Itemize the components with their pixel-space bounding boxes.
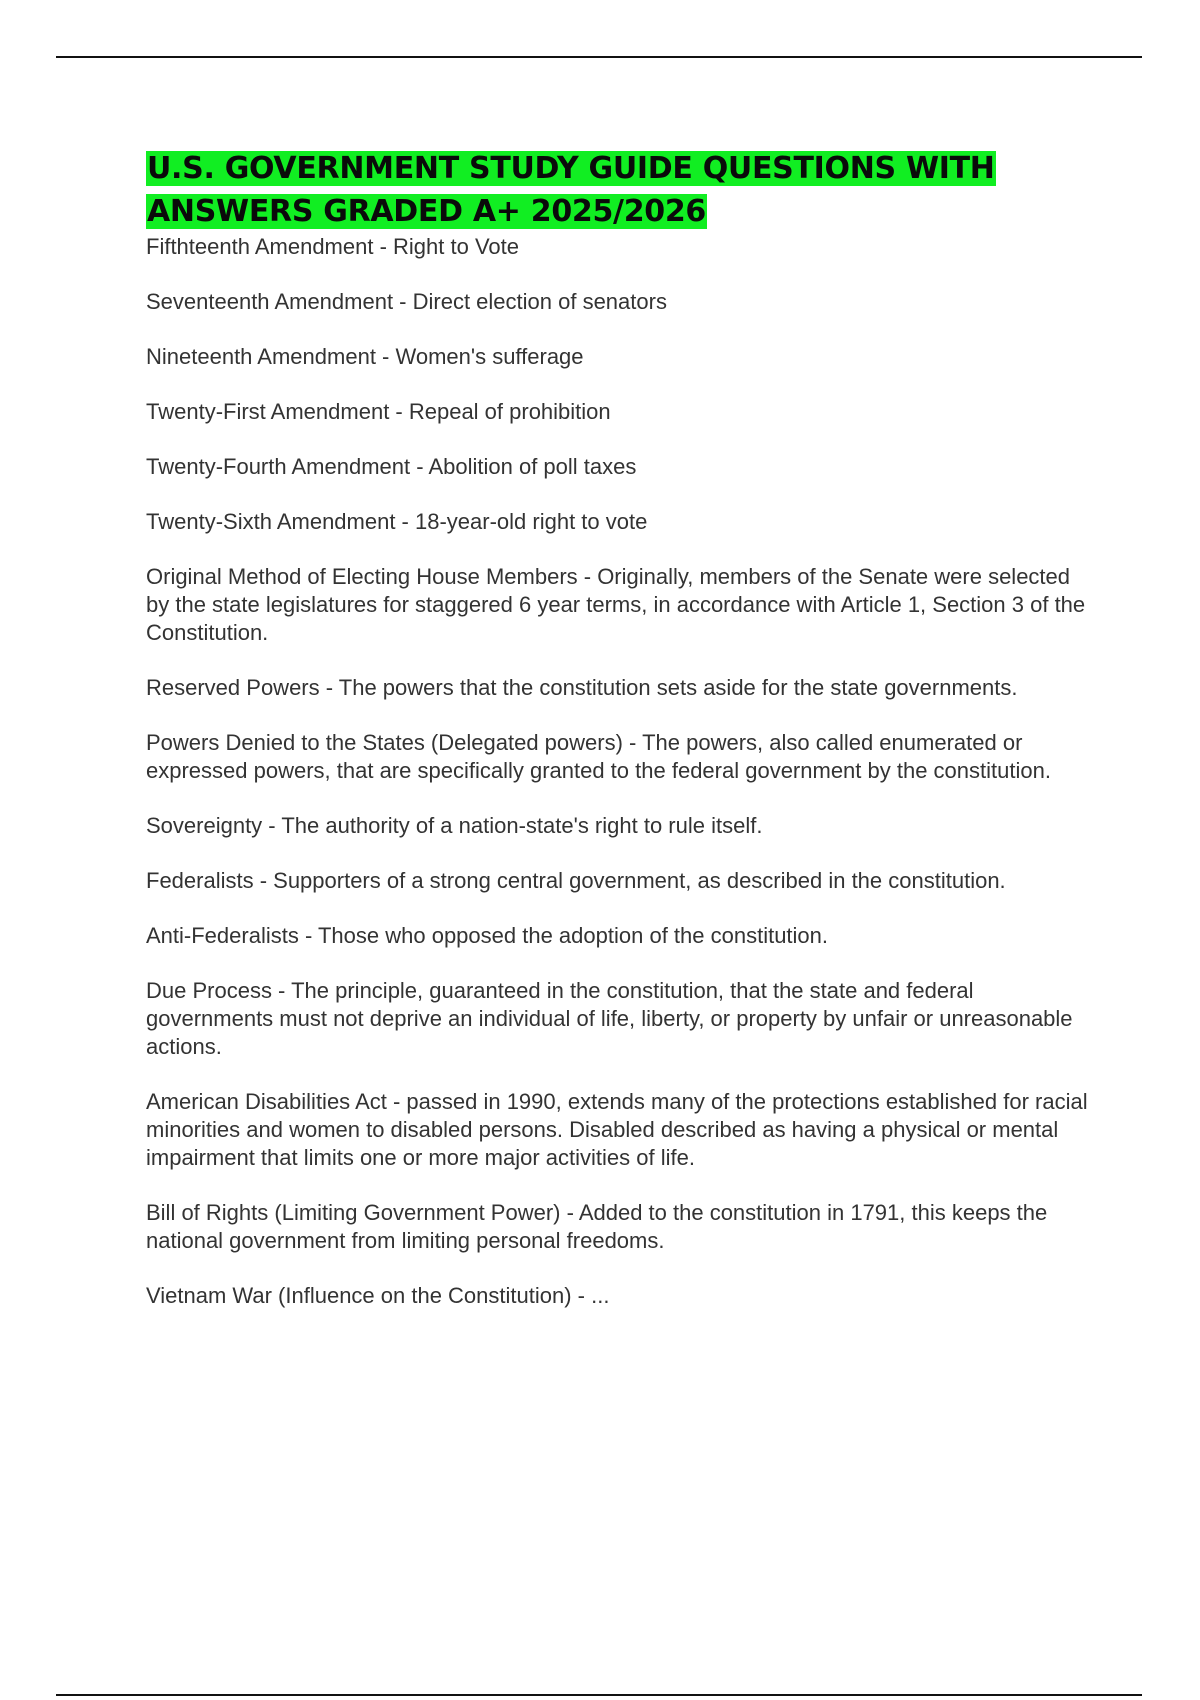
entry-american-disabilities-act: American Disabilities Act - passed in 1990, extends many of the protections established for racial minorities and women to disabled persons. Disabled described as having a physical or mental impairment that limits one or more major activities of life. <box>146 1089 1088 1170</box>
entry-nineteenth-amendment: Nineteenth Amendment - Women's sufferage <box>146 344 584 369</box>
entry-fifteenth-amendment: Fifthteenth Amendment - Right to Vote <box>146 234 519 259</box>
entry-bill-of-rights: Bill of Rights (Limiting Government Power) - Added to the constitution in 1791, this keeps the national government from limiting personal freedoms. <box>146 1200 1048 1253</box>
entry-anti-federalists: Anti-Federalists - Those who opposed the adoption of the constitution. <box>146 923 829 948</box>
top-divider <box>56 56 1142 58</box>
entry-powers-denied-states: Powers Denied to the States (Delegated powers) - The powers, also called enumerated or expressed powers, that are specifically granted to the federal government by the constitution. <box>146 730 1051 783</box>
entry-federalists: Federalists - Supporters of a strong central government, as described in the constitution. <box>146 868 1006 893</box>
entry-twenty-sixth-amendment: Twenty-Sixth Amendment - 18-year-old right to vote <box>146 509 648 534</box>
document-title <box>146 147 1096 233</box>
entry-twenty-first-amendment: Twenty-First Amendment - Repeal of prohibition <box>146 399 611 424</box>
entry-twenty-fourth-amendment: Twenty-Fourth Amendment - Abolition of poll taxes <box>146 454 637 479</box>
entry-due-process: Due Process - The principle, guaranteed in the constitution, that the state and federal governments must not deprive an individual of life, liberty, or property by unfair or unreasonable actions. <box>146 978 1073 1059</box>
entry-sovereignty: Sovereignty - The authority of a nation-state's right to rule itself. <box>146 813 763 838</box>
title-highlight: U.S. GOVERNMENT STUDY GUIDE QUESTIONS WITH ANSWERS GRADED A+ 2025/2026 <box>147 151 995 229</box>
entry-seventeenth-amendment: Seventeenth Amendment - Direct election of senators <box>146 289 667 314</box>
entry-original-method-house: Original Method of Electing House Members - Originally, members of the Senate were selected by the state legislatures for staggered 6 year terms, in accordance with Article 1, Section 3 of the Constitution. <box>146 564 1086 645</box>
entry-vietnam-war: Vietnam War (Influence on the Constitution) - ... <box>146 1283 610 1308</box>
bottom-divider <box>56 1694 1142 1696</box>
entry-reserved-powers: Reserved Powers - The powers that the constitution sets aside for the state governments. <box>146 675 1018 700</box>
entry-list <box>146 233 1096 1310</box>
document-body <box>146 147 1096 1337</box>
